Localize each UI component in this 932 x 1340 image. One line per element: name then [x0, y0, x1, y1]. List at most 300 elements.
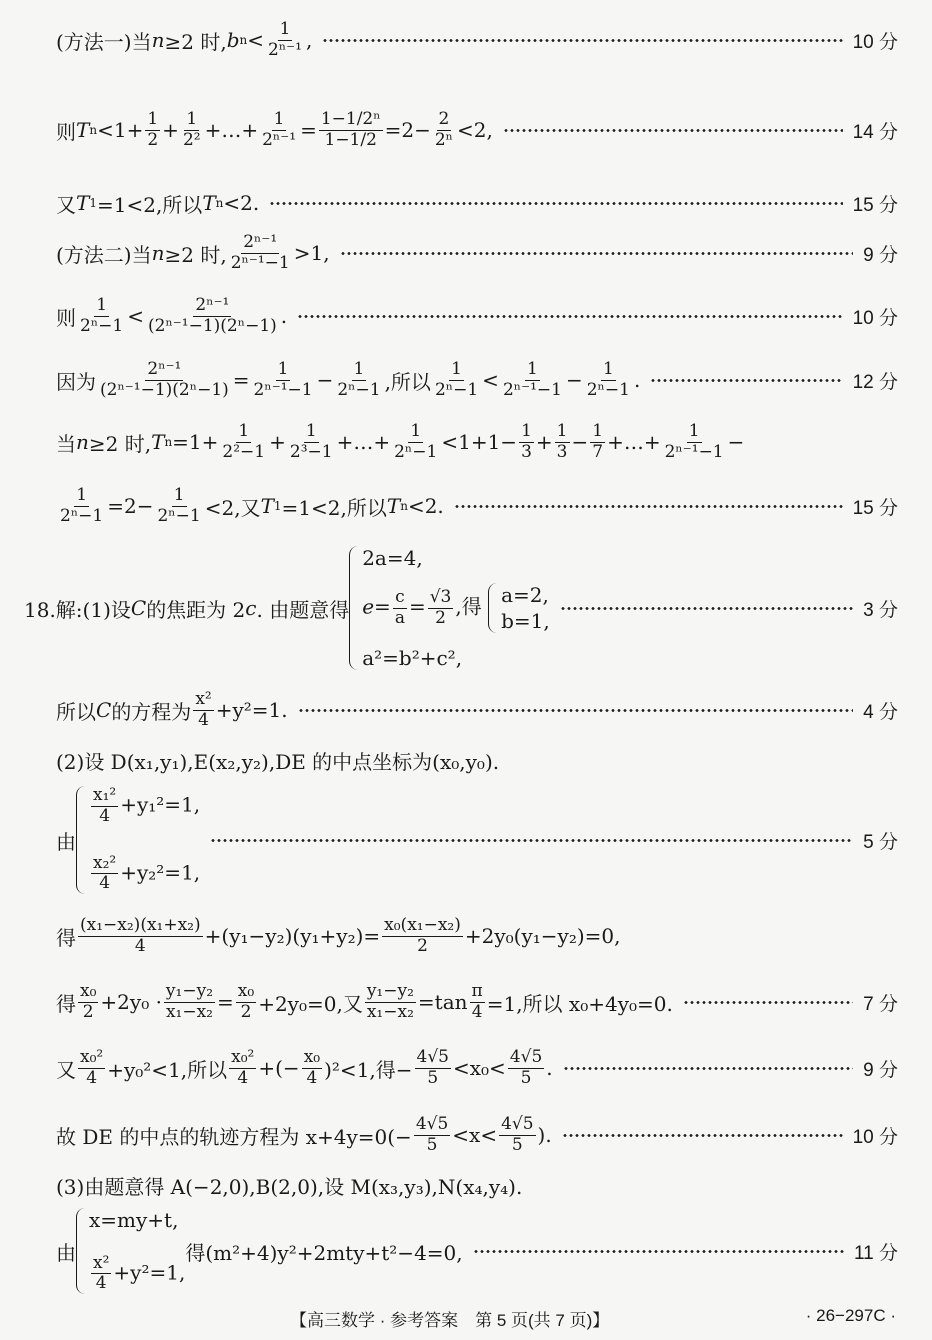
- fraction: [78, 916, 203, 956]
- text: .: [546, 1056, 553, 1080]
- footer-code: · 26−297C ·: [805, 1306, 896, 1325]
- solution-line: [0, 1038, 932, 1098]
- text: <: [127, 304, 144, 328]
- leader-dots: [322, 39, 842, 42]
- text: +: [126, 118, 144, 142]
- equation: [362, 583, 550, 633]
- numerator: 4√5: [501, 1113, 534, 1134]
- text: =1+: [172, 430, 219, 454]
- fraction: [146, 296, 279, 336]
- subscript: n: [239, 33, 248, 47]
- numerator: 1: [279, 18, 291, 39]
- system-rows: [501, 583, 550, 633]
- solution-line: [0, 684, 932, 736]
- denominator: 3: [521, 441, 532, 462]
- numerator: 1: [147, 108, 159, 129]
- text: +y₁²=1,: [120, 792, 201, 817]
- fraction: [164, 982, 215, 1022]
- text: 故 DE 的中点的轨迹方程为 x+4y=0(−: [56, 1124, 412, 1149]
- equation: 2a=4,: [362, 546, 423, 570]
- denominator: 2²: [182, 129, 201, 150]
- text: <1+1−: [441, 430, 518, 454]
- solution-line: [0, 226, 932, 280]
- denominator: 4: [198, 709, 209, 730]
- solution-line: [0, 414, 932, 470]
- numerator: x₀²: [80, 1046, 104, 1067]
- fraction: [433, 110, 455, 150]
- denominator: 4: [95, 1273, 107, 1294]
- score: 11 分: [853, 1242, 898, 1264]
- text: +y₀²<1,所以: [107, 1057, 228, 1082]
- score: 4 分: [863, 701, 898, 723]
- numerator: 4√5: [415, 1113, 449, 1134]
- left-brace: [76, 786, 85, 894]
- numerator: 1: [305, 420, 317, 441]
- numerator: (x₁−x₂)(x₁+x₂): [80, 914, 201, 935]
- solution-line: [0, 1106, 932, 1164]
- leader-dots: [454, 505, 843, 508]
- text: =2−: [107, 494, 154, 518]
- var-e: e: [362, 594, 375, 619]
- text: −: [571, 430, 589, 454]
- var-T: T: [151, 430, 165, 454]
- denominator: 4: [86, 1067, 98, 1088]
- text: <: [97, 118, 114, 142]
- text: +…+: [607, 430, 661, 454]
- fraction: [555, 422, 570, 462]
- text: ).: [537, 1123, 552, 1147]
- text: +…+: [204, 118, 259, 142]
- text: =: [232, 368, 250, 392]
- equation: b=1,: [501, 609, 550, 633]
- text: =1<2,所以: [96, 192, 203, 217]
- solution-line: [0, 182, 932, 224]
- left-brace: [488, 583, 497, 633]
- denominator: 2ⁿ−1: [157, 505, 201, 526]
- fraction: [470, 982, 485, 1022]
- denominator: 2ⁿ: [434, 129, 454, 150]
- fraction: [260, 110, 298, 150]
- fraction: [501, 360, 564, 400]
- var-T: T: [260, 494, 274, 518]
- text: =: [300, 118, 317, 142]
- text: )²<1,得−: [324, 1057, 413, 1082]
- fraction: [229, 233, 292, 273]
- equation: [89, 854, 200, 894]
- text: 则: [56, 305, 76, 330]
- denominator: 5: [511, 1134, 523, 1155]
- text: 则: [56, 119, 76, 144]
- score: 10 分: [852, 1126, 898, 1148]
- text: .: [280, 304, 288, 328]
- var-T: T: [76, 118, 90, 142]
- denominator: (2ⁿ⁻¹−1)(2ⁿ−1): [148, 315, 277, 336]
- numerator: 1: [688, 420, 700, 441]
- system-rows: [89, 1208, 185, 1294]
- text: +(−: [258, 1056, 300, 1080]
- fraction: [58, 486, 105, 526]
- text: 得: [56, 925, 76, 950]
- leader-dots: [683, 1001, 853, 1004]
- text: ≥2 时,: [88, 431, 152, 456]
- numerator: 1: [527, 358, 538, 379]
- text: +y²=1.: [215, 698, 288, 722]
- fraction: [590, 422, 605, 462]
- score: 3 分: [863, 599, 898, 621]
- text: ,: [305, 28, 313, 52]
- text: ≥2 时,: [164, 29, 227, 54]
- fraction: [181, 110, 203, 150]
- score: 9 分: [863, 1059, 898, 1081]
- subscript: n: [400, 499, 408, 513]
- text: (方法一)当: [56, 29, 152, 54]
- leader-dots: [298, 709, 854, 712]
- leader-dots: [563, 1067, 854, 1070]
- text: +y₂²=1,: [120, 860, 201, 885]
- equation: a=2,: [501, 583, 549, 607]
- fraction: [91, 786, 118, 826]
- text: . 由题意得: [256, 597, 350, 622]
- text: =: [408, 594, 426, 619]
- denominator: (2ⁿ⁻¹−1)(2ⁿ−1): [100, 379, 229, 400]
- numerator: x₀(x₁−x₂): [384, 914, 461, 935]
- score: 14 分: [852, 121, 898, 143]
- denominator: x₁−x₂: [366, 1001, 414, 1022]
- numerator: 1: [186, 108, 198, 129]
- solution-line: [0, 540, 932, 676]
- denominator: 2ⁿ⁻¹: [268, 39, 302, 60]
- text: 由: [56, 829, 76, 854]
- text: 得: [56, 991, 76, 1016]
- numerator: x₁²: [93, 785, 117, 805]
- result-system: [488, 583, 550, 633]
- text: =: [217, 990, 234, 1014]
- equation: a²=b²+c²,: [362, 646, 463, 670]
- solution-line: [0, 742, 932, 778]
- numerator: 4√5: [416, 1046, 449, 1067]
- var-C: C: [96, 698, 112, 722]
- subscript: 1: [89, 196, 97, 210]
- denominator: 2ⁿ⁻¹−1: [502, 379, 562, 400]
- text: +2y₀(y₁−y₂)=0,: [464, 924, 621, 948]
- denominator: 4: [99, 873, 111, 894]
- fraction: [78, 982, 98, 1022]
- fraction: [392, 422, 439, 462]
- fraction: [415, 1048, 451, 1088]
- numerator: 1: [173, 484, 185, 505]
- fraction: [252, 360, 315, 400]
- denominator: 5: [426, 1134, 438, 1155]
- text: >1,: [293, 241, 330, 265]
- fraction: [193, 690, 213, 730]
- score: 12 分: [852, 371, 898, 393]
- denominator: 4: [471, 1001, 483, 1022]
- fraction: [393, 588, 407, 628]
- leader-dots: [560, 607, 853, 610]
- var-T: T: [76, 191, 90, 215]
- numerator: 1: [410, 420, 422, 441]
- text: <2.: [223, 191, 260, 215]
- text: 所以: [56, 699, 96, 724]
- var-C: C: [130, 596, 147, 620]
- denominator: 2: [417, 935, 428, 956]
- text: <2,: [457, 118, 493, 142]
- numerator: 2: [438, 108, 450, 129]
- numerator: √3: [429, 586, 452, 607]
- fraction: [91, 854, 118, 894]
- leader-dots: [340, 252, 854, 255]
- text: +y²=1,: [113, 1260, 186, 1285]
- subscript: n: [164, 435, 173, 449]
- equation-system: [76, 786, 200, 894]
- var-n: n: [76, 430, 89, 454]
- text: +(y₁−y₂)(y₁+y₂)=: [204, 924, 381, 948]
- score: 10 分: [852, 307, 898, 329]
- numerator: x₀: [303, 1046, 321, 1067]
- text: 因为: [56, 369, 96, 394]
- text: =1,所以 x₀+4y₀=0.: [486, 991, 673, 1016]
- text: 1: [113, 118, 127, 142]
- fraction: [585, 360, 632, 400]
- solution-line: [0, 1168, 932, 1202]
- numerator: 2ⁿ⁻¹: [243, 231, 278, 252]
- numerator: 1−1/2ⁿ: [320, 108, 381, 129]
- numerator: x₀²: [231, 1046, 255, 1067]
- text: <: [482, 368, 499, 392]
- denominator: 2ⁿ−1: [394, 441, 438, 462]
- var-c: c: [245, 596, 257, 620]
- var-b: b: [226, 28, 240, 52]
- fraction: [365, 982, 416, 1022]
- subscript: n: [89, 123, 98, 137]
- numerator: y₁−y₂: [165, 980, 214, 1001]
- text: 由: [56, 1240, 76, 1265]
- fraction: [266, 20, 304, 60]
- denominator: 2ⁿ−1: [434, 379, 479, 400]
- leader-dots: [650, 379, 842, 382]
- fraction: [91, 1254, 111, 1294]
- text: <: [247, 28, 265, 52]
- fraction: [414, 1115, 450, 1155]
- text: 的焦距为 2: [146, 597, 246, 622]
- equation: [89, 786, 200, 826]
- fraction: [220, 422, 267, 462]
- text: (3)由题意得 A(−2,0),B(2,0),设 M(x₃,y₃),N(x₄,y₄).: [56, 1174, 523, 1199]
- numerator: x²: [93, 1252, 110, 1273]
- denominator: 3: [556, 441, 568, 462]
- fraction: [288, 422, 335, 462]
- text: −: [727, 430, 745, 454]
- numerator: 1: [96, 294, 108, 315]
- denominator: 2ⁿ−1: [586, 379, 630, 400]
- fraction: [145, 110, 160, 150]
- text: (方法二)当: [56, 242, 152, 267]
- solution-line: [0, 88, 932, 172]
- left-brace: [76, 1208, 85, 1294]
- denominator: 2: [147, 129, 159, 150]
- var-T: T: [202, 191, 216, 215]
- denominator: 2: [435, 607, 446, 628]
- text: −: [565, 368, 583, 392]
- text: +…+: [336, 430, 391, 454]
- fraction: [428, 588, 454, 628]
- fraction: [433, 360, 480, 400]
- var-n: n: [151, 241, 165, 265]
- text: .: [633, 368, 641, 392]
- fraction: [499, 1115, 535, 1155]
- fraction: [155, 486, 202, 526]
- numerator: 1: [273, 108, 285, 129]
- numerator: π: [471, 980, 483, 1001]
- denominator: 5: [520, 1067, 532, 1088]
- text: 又: [56, 1057, 76, 1082]
- leader-dots: [562, 1134, 843, 1137]
- text: +2y₀ ·: [100, 990, 162, 1014]
- numerator: 1: [353, 358, 365, 379]
- numerator: 1: [556, 420, 568, 441]
- numerator: 1: [451, 358, 462, 379]
- fraction: [98, 360, 231, 400]
- text: =: [374, 594, 391, 619]
- fraction: [319, 110, 383, 150]
- denominator: 5: [427, 1067, 439, 1088]
- numerator: 1: [592, 420, 604, 441]
- text: =1<2,所以: [281, 495, 387, 520]
- denominator: 1−1/2: [324, 129, 377, 150]
- footer-title: 【高三数学 · 参考答案 第 5 页(共 7 页)】: [290, 1311, 610, 1330]
- score: 15 分: [852, 497, 898, 519]
- text: <2.: [407, 494, 444, 518]
- denominator: 4: [306, 1067, 318, 1088]
- text: +: [162, 118, 179, 142]
- left-brace: [349, 546, 358, 670]
- numerator: 4√5: [509, 1046, 543, 1067]
- numerator: c: [395, 586, 405, 607]
- solution-line: [0, 784, 932, 896]
- denominator: 2²−1: [222, 441, 266, 462]
- equation-system: [349, 546, 550, 670]
- leader-dots: [269, 202, 842, 205]
- problem-label: 18.解:(1)设: [24, 597, 131, 622]
- fraction: [78, 1048, 105, 1088]
- text: 得(m²+4)y²+2mty+t²−4=0,: [185, 1240, 463, 1265]
- denominator: 4: [99, 805, 111, 826]
- fraction: [382, 916, 463, 956]
- numerator: 1: [277, 358, 289, 379]
- denominator: 2ⁿ−1: [60, 505, 104, 526]
- system-rows: [89, 786, 200, 894]
- text: <x<: [452, 1123, 498, 1147]
- numerator: 1: [76, 484, 88, 505]
- fraction: [663, 422, 726, 462]
- denominator: 4: [134, 935, 146, 956]
- text: 的方程为: [111, 699, 192, 724]
- leader-dots: [503, 129, 843, 132]
- text: ,所以: [384, 369, 431, 394]
- text: =tan: [417, 990, 468, 1014]
- score: 10 分: [852, 31, 898, 53]
- denominator: 2: [82, 1001, 94, 1022]
- solution-line: [0, 352, 932, 408]
- equation: [89, 1254, 185, 1294]
- text: +2y₀=0,又: [258, 991, 363, 1016]
- score: 9 分: [863, 244, 898, 266]
- text: =2−: [384, 118, 431, 142]
- solution-line: [0, 478, 932, 534]
- denominator: 4: [237, 1067, 249, 1088]
- numerator: y₁−y₂: [366, 980, 414, 1001]
- numerator: 1: [602, 358, 614, 379]
- leader-dots: [297, 315, 842, 318]
- numerator: x₀: [237, 980, 255, 1001]
- solution-line: [0, 1206, 932, 1296]
- fraction: [508, 1048, 544, 1088]
- text: <2,又: [204, 495, 261, 520]
- solution-line: [0, 288, 932, 344]
- var-n: n: [151, 28, 165, 52]
- leader-dots: [473, 1250, 844, 1253]
- solution-line: [0, 908, 932, 964]
- text: <x₀<: [453, 1056, 506, 1080]
- text: ,得: [455, 594, 482, 619]
- solution-line: [0, 18, 932, 62]
- fraction: [302, 1048, 322, 1088]
- score: 15 分: [852, 194, 898, 216]
- system-rows: [362, 546, 550, 670]
- text: 又: [56, 192, 76, 217]
- denominator: x₁−x₂: [165, 1001, 213, 1022]
- numerator: x₂²: [93, 852, 117, 873]
- text: +: [269, 430, 286, 454]
- text: ≥2 时,: [164, 242, 227, 267]
- numerator: x₀: [80, 980, 97, 1001]
- equation-system: [76, 1208, 185, 1294]
- denominator: 2ⁿ⁻¹: [262, 129, 297, 150]
- numerator: 1: [238, 420, 250, 441]
- text: 当: [56, 431, 76, 456]
- equation: x=my+t,: [89, 1208, 179, 1232]
- fraction: [229, 1048, 256, 1088]
- denominator: 2ⁿ⁻¹−1: [230, 252, 290, 273]
- subscript: 1: [273, 499, 282, 513]
- denominator: 2: [240, 1001, 252, 1022]
- denominator: 2ⁿ−1: [337, 379, 381, 400]
- denominator: a: [394, 607, 405, 628]
- numerator: 1: [521, 420, 532, 441]
- fraction: [335, 360, 382, 400]
- denominator: 2ⁿ⁻¹−1: [253, 379, 313, 400]
- text: −: [316, 368, 334, 392]
- denominator: 2ⁿ⁻¹−1: [664, 441, 724, 462]
- numerator: x²: [195, 688, 212, 709]
- var-T: T: [386, 494, 401, 518]
- fraction: [519, 422, 534, 462]
- denominator: 2³−1: [289, 441, 333, 462]
- score: 7 分: [863, 993, 898, 1015]
- text: (2)设 D(x₁,y₁),E(x₂,y₂),DE 的中点坐标为(x₀,y₀).: [56, 749, 500, 774]
- subscript: n: [215, 196, 224, 210]
- numerator: 2ⁿ⁻¹: [195, 294, 230, 315]
- leader-dots: [210, 839, 853, 842]
- score: 5 分: [863, 831, 898, 853]
- fraction: [236, 982, 256, 1022]
- solution-line: [0, 974, 932, 1030]
- denominator: 2ⁿ−1: [80, 315, 124, 336]
- denominator: 7: [592, 441, 604, 462]
- text: +: [535, 430, 553, 454]
- fraction: [78, 296, 125, 336]
- numerator: 2ⁿ⁻¹: [147, 358, 182, 379]
